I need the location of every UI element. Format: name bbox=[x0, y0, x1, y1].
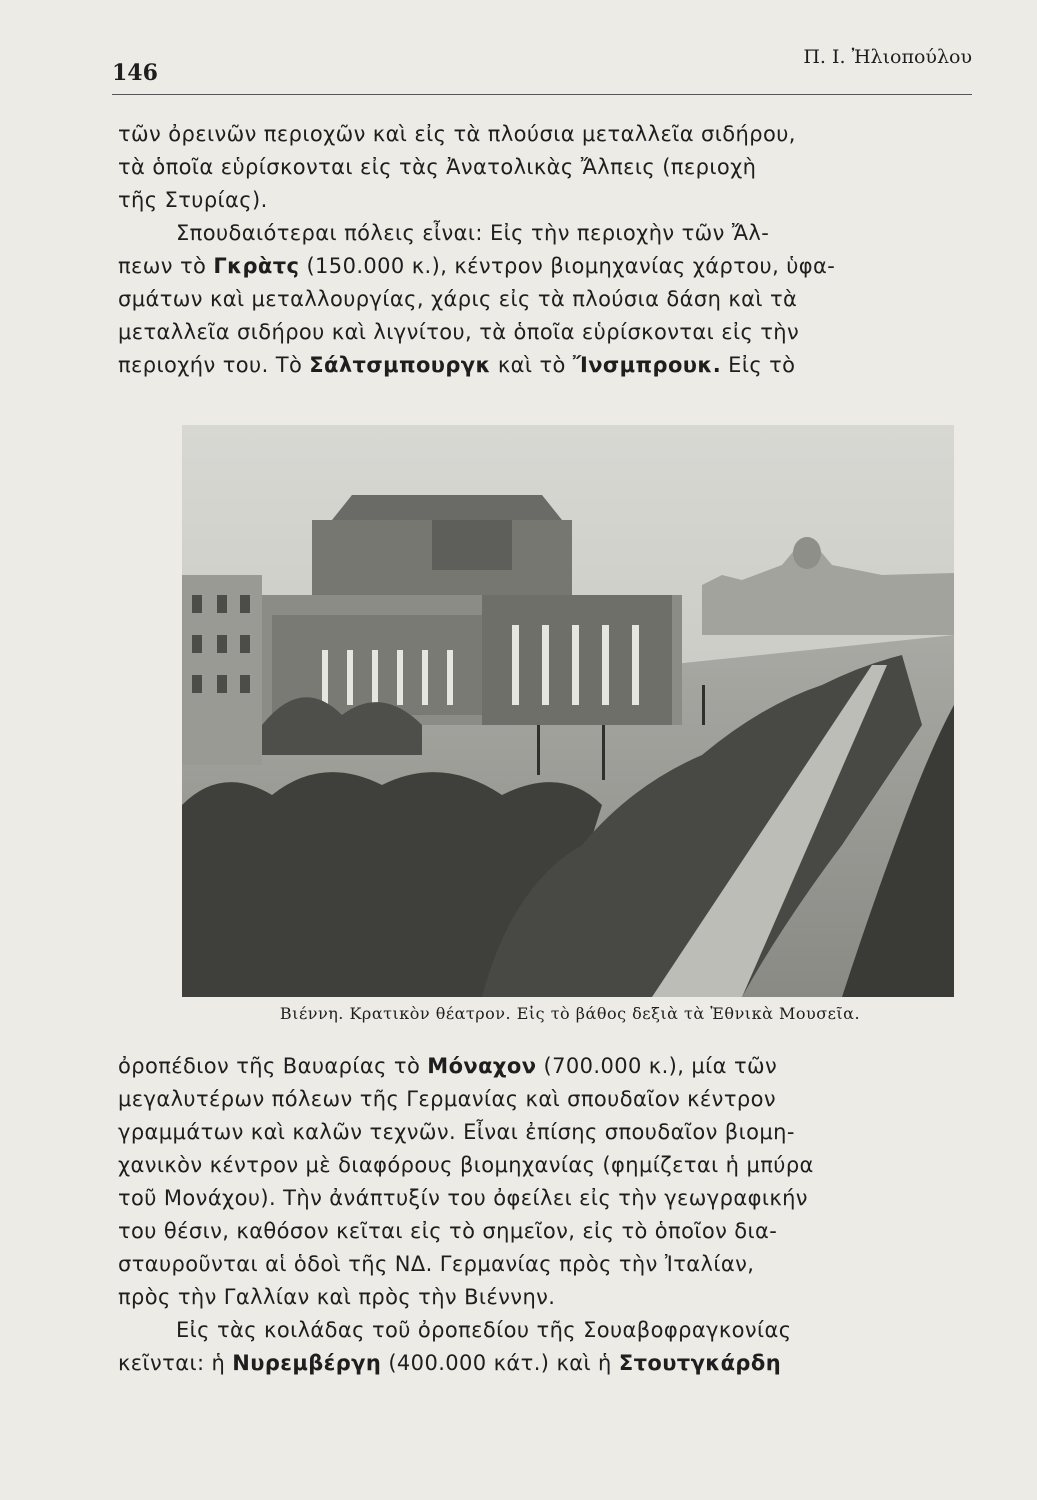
text-line: μεγαλυτέρων πόλεων τῆς Γερμανίας καὶ σπουδαῖον κέντρον bbox=[118, 1087, 776, 1111]
page-number: 146 bbox=[112, 60, 158, 86]
text-line: Σπουδαιότεραι πόλεις εἶναι: Εἰς τὴν περιοχὴν τῶν Ἄλ- bbox=[176, 221, 770, 245]
text-line: γραμμάτων καὶ καλῶν τεχνῶν. Εἶναι ἐπίσης σπουδαῖον βιομη- bbox=[118, 1120, 795, 1144]
text-line: πεων τὸ Γκρὰτς (150.000 κ.), κέντρον βιομηχανίας χάρτου, ὑφα- bbox=[118, 254, 836, 278]
text-line: σταυροῦνται αἱ ὁδοὶ τῆς ΝΔ. Γερμανίας πρὸς τὴν Ἰταλίαν, bbox=[118, 1252, 755, 1276]
city-name-salzburg: Σάλτσμπουργκ bbox=[309, 353, 491, 377]
text-line: περιοχήν του. Τὸ Σάλτσμπουργκ καὶ τὸ Ἴνσμπρουκ. Εἰς τὸ bbox=[118, 353, 796, 377]
city-name-nuremberg: Νυρεμβέργη bbox=[232, 1351, 382, 1375]
text-line: Εἰς τὰς κοιλάδας τοῦ ὀροπεδίου τῆς Σουαβοφραγκονίας bbox=[176, 1318, 792, 1342]
paragraph-top bbox=[118, 118, 980, 382]
city-name-graz: Γκρὰτς bbox=[213, 254, 300, 278]
text-line: τῆς Στυρίας). bbox=[118, 188, 268, 212]
text-line: πρὸς τὴν Γαλλίαν καὶ πρὸς τὴν Βιέννην. bbox=[118, 1285, 556, 1309]
text-line: κεῖνται: ἡ Νυρεμβέργη (400.000 κάτ.) καὶ ἡ Στουτγκάρδη bbox=[118, 1351, 782, 1375]
text-line: τὰ ὁποῖα εὑρίσκονται εἰς τὰς Ἀνατολικὰς Ἄλπεις (περιοχὴ bbox=[118, 155, 757, 179]
text-line: χανικὸν κέντρον μὲ διαφόρους βιομηχανίας (φημίζεται ἡ μπύρα bbox=[118, 1153, 814, 1177]
city-name-stuttgart: Στουτγκάρδη bbox=[618, 1351, 782, 1375]
text-line: μεταλλεῖα σιδήρου καὶ λιγνίτου, τὰ ὁποῖα εὑρίσκονται εἰς τὴν bbox=[118, 320, 800, 344]
text-line: τῶν ὀρεινῶν περιοχῶν καὶ εἰς τὰ πλούσια μεταλλεῖα σιδήρου, bbox=[118, 122, 796, 146]
photo-caption: Βιέννη. Κρατικὸν θέατρον. Εἰς τὸ βάθος δεξιὰ τὰ Ἐθνικὰ Μουσεῖα. bbox=[279, 1004, 861, 1023]
text-line: ὀροπέδιον τῆς Βαυαρίας τὸ Μόναχον (700.000 κ.), μία τῶν bbox=[118, 1054, 778, 1078]
vienna-theatre-photo bbox=[182, 425, 954, 997]
city-name-innsbruck: Ἴνσμπρουκ. bbox=[572, 353, 722, 377]
city-name-munich: Μόναχον bbox=[427, 1054, 537, 1078]
page-header bbox=[112, 44, 972, 95]
paragraph-bottom bbox=[118, 1050, 980, 1380]
text-line: τοῦ Μονάχου). Τὴν ἀνάπτυξίν του ὀφείλει εἰς τὴν γεωγραφικήν bbox=[118, 1186, 808, 1210]
running-head: Π. Ι. Ἠλιοπούλου bbox=[803, 46, 972, 68]
text-line: του θέσιν, καθόσον κεῖται εἰς τὸ σημεῖον, εἰς τὸ ὁποῖον δια- bbox=[118, 1219, 778, 1243]
text-line: σμάτων καὶ μεταλλουργίας, χάρις εἰς τὰ πλούσια δάση καὶ τὰ bbox=[118, 287, 798, 311]
